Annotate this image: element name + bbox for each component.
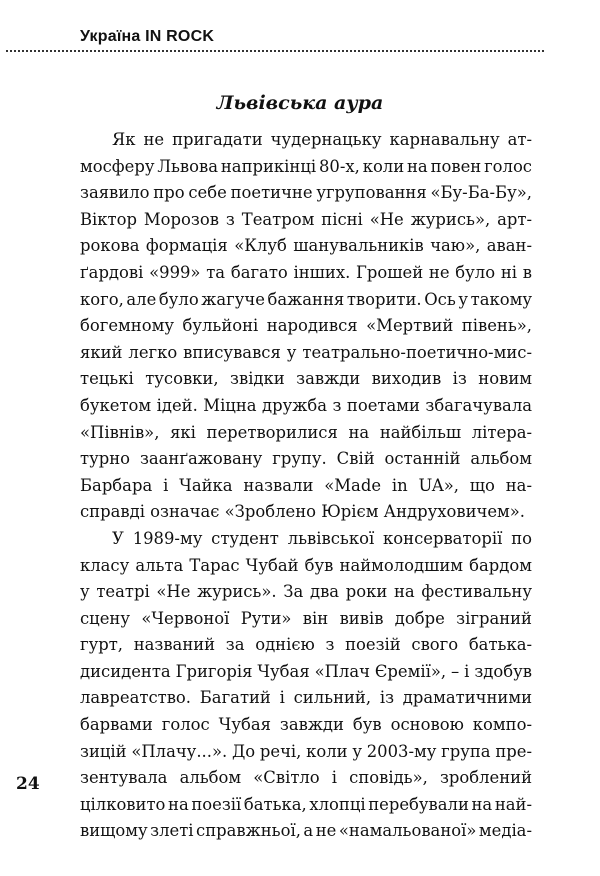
text-line: зентувала альбом «Світло і сповідь», зроблений (80, 768, 532, 788)
text-line: ґардові «999» та багато інших. Грошей не було ні в (80, 262, 532, 282)
running-header: Україна IN ROCK (80, 28, 215, 45)
header-dotted-rule (6, 50, 544, 52)
text-line: гурт, названий за однією з поезій свого батька- (80, 635, 532, 655)
text-line: У 1989-му студент львівської консерваторії по (112, 528, 532, 548)
body-text (80, 127, 532, 845)
text-line: букетом ідей. Міцна дружба з поетами збагачувала (80, 395, 532, 415)
text-line: дисидента Григорія Чубая «Плач Єремії», – і здобув (80, 661, 532, 681)
text-line: лавреатство. Багатий і сильний, із драматичними (80, 688, 532, 708)
text-line: у театрі «Не журись». За два роки на фестивальну (80, 582, 532, 602)
text-line: кого, але було жагуче бажання творити. Ось у такому (80, 289, 532, 309)
text-line: заявило про себе поетичне угруповання «Бу-Ба-Бу», (80, 183, 532, 203)
text-line: богемному бульйоні народився «Мертвий півень», (80, 316, 532, 336)
text-line: справді означає «Зроблено Юрієм Андруховичем». (80, 502, 526, 522)
text-line: цілковито на поезії батька, хлопці перебували на най- (80, 794, 532, 814)
text-line: сцену «Червоної Рути» він вивів добре зіграний (80, 608, 532, 628)
section-title: Львівська аура (216, 92, 384, 114)
text-line: класу альта Тарас Чубай був наймолодшим бардом (80, 555, 532, 575)
text-line: зицій «Плачу...». До речі, коли у 2003-му група пре- (80, 741, 532, 761)
text-line: барвами голос Чубая завжди був основою компо- (80, 715, 532, 735)
text-line: вищому злеті справжньої, а не «намальованої» медіа- (80, 821, 532, 841)
text-line: «Півнів», які перетворилися на найбільш літера- (80, 422, 532, 442)
text-line: Барбара і Чайка назвали «Made in UA», що на- (80, 475, 532, 495)
text-line: турно заанґажовану групу. Свій останній альбом (80, 449, 532, 469)
text-line: який легко вписувався у театрально-поетично-мис- (80, 342, 532, 362)
paragraph-2 (80, 526, 532, 845)
text-line: тецькі тусовки, звідки завжди виходив із новим (80, 369, 532, 389)
text-line: Як не пригадати чудернацьку карнавальну ат- (112, 130, 532, 149)
page-number: 24 (16, 774, 40, 794)
text-line: Віктор Морозов з Театром пісні «Не журись», арт- (80, 209, 532, 229)
text-line: мосферу Львова наприкінці 80-х, коли на повен голос (80, 156, 532, 176)
paragraph-1 (80, 127, 532, 526)
text-line: рокова формація «Клуб шанувальників чаю», аван- (80, 236, 532, 256)
